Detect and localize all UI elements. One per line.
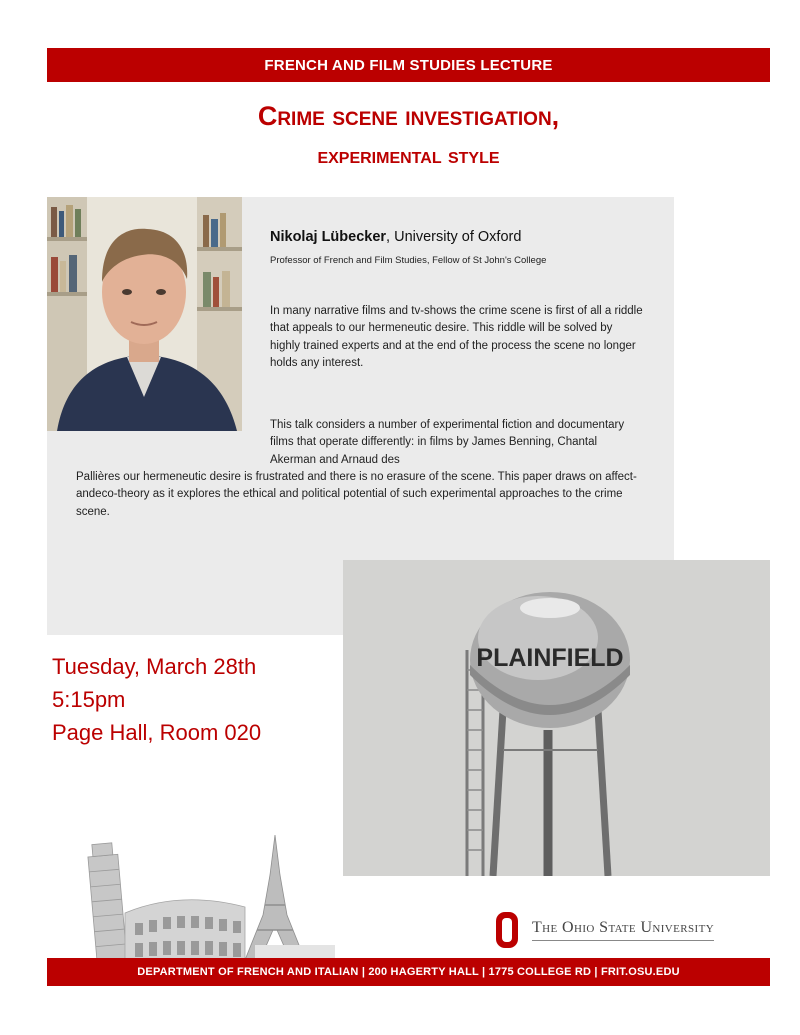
speaker-heading — [270, 229, 660, 245]
title-line-2: experimental style — [317, 141, 500, 168]
event-time: 5:15pm — [52, 687, 126, 712]
tower-sign: PLAINFIELD — [476, 644, 624, 672]
osu-logo — [496, 912, 714, 948]
speaker-role: Professor of French and Film Studies, Fellow of St John's College — [270, 255, 547, 266]
water-tower-graphic — [343, 560, 770, 876]
monuments-illustration — [85, 835, 335, 960]
speaker-portrait-graphic — [47, 197, 242, 431]
series-banner — [47, 48, 770, 82]
speaker-name: Nikolaj Lübecker — [270, 229, 387, 245]
event-location: Page Hall, Room 020 — [52, 720, 262, 745]
title-line-1: Crime scene investigation, — [257, 101, 560, 131]
speaker-affiliation: , University of Oxford — [386, 229, 522, 245]
event-date: Tuesday, March 28th — [52, 654, 257, 679]
abstract-paragraph-2-part-2: Pallières our hermeneutic desire is frustrated and there is no erasure of the scene. This paper draws on affect- andeco-theory as it explores the ethical and political potential of such experimental approaches to the crime scene. — [76, 471, 637, 518]
abstract-paragraph-2-part-1: This talk considers a number of experimental fiction and documentary films that operate differently: in films by James Benning, Chantal Akerman and Arnaud des — [270, 419, 625, 466]
speaker-photo — [47, 197, 242, 431]
water-tower-photo — [343, 560, 770, 876]
block-o-icon — [496, 912, 518, 948]
footer-banner — [47, 958, 770, 986]
european-monuments-graphic — [85, 835, 335, 960]
footer-contact: DEPARTMENT OF FRENCH AND ITALIAN | 200 HAGERTY HALL | 1775 COLLEGE RD | FRIT.OSU.EDU — [137, 966, 680, 978]
series-label: FRENCH AND FILM STUDIES LECTURE — [264, 56, 553, 74]
event-details — [52, 650, 261, 749]
university-name: The Ohio State University — [532, 919, 714, 941]
abstract-paragraph-1: In many narrative films and tv-shows the crime scene is first of all a riddle that appeals to our hermeneutic desire. This riddle will be solved by highly trained experts and at the end of the process the scene no longer holds any interest. — [270, 305, 643, 370]
speaker-info — [270, 229, 660, 266]
event-title — [47, 96, 770, 173]
